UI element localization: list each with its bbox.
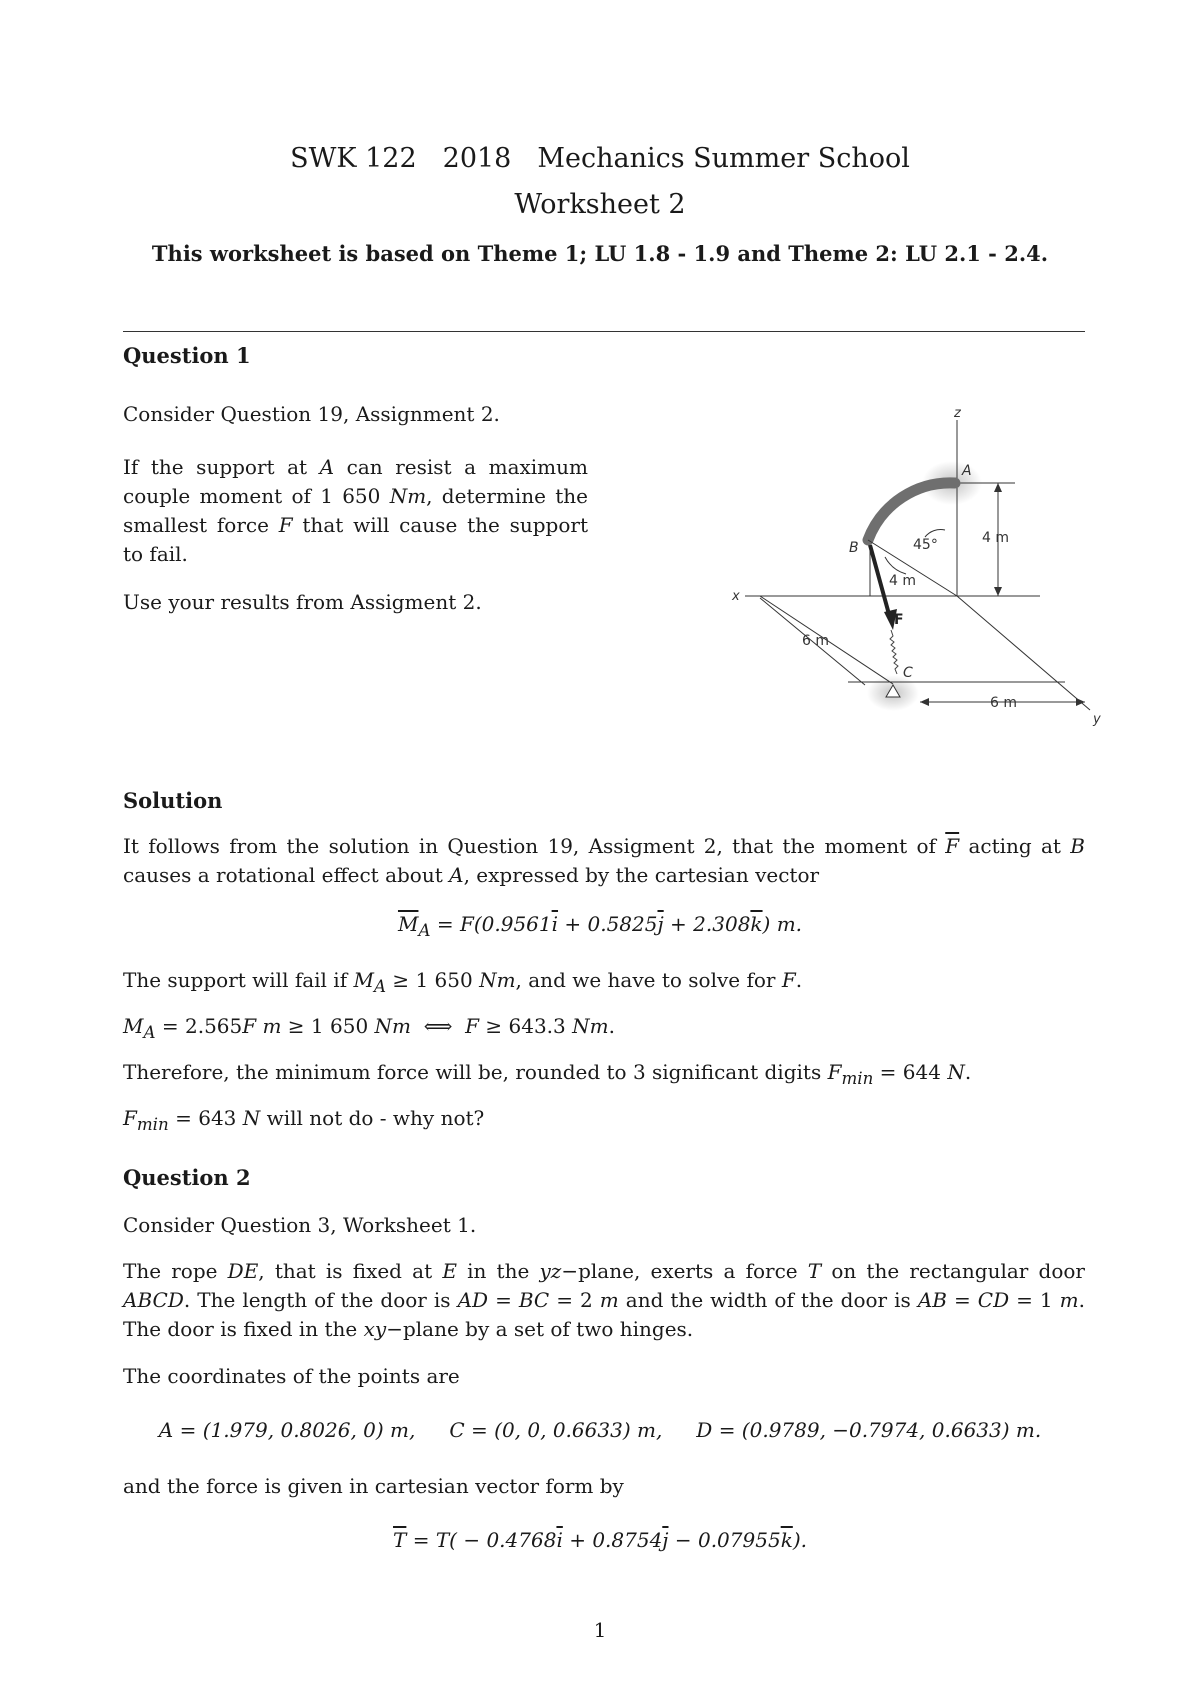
solution-intro: It follows from the solution in Question 19, Assigment 2, that the moment of $\overline{F}$ acting at B causes a rotational effect about A, expressed by the cartesian vector xyxy=(123,834,1085,887)
based-on-note: This worksheet is based on Theme 1; LU 1.8 - 1.9 and Theme 2: LU 2.1 - 2.4. xyxy=(151,241,1049,266)
minimum-force-statement: Therefore, the minimum force will be, rounded to 3 significant digits $F_{min} = 644$ N. xyxy=(123,1060,972,1088)
force-f-arrow xyxy=(870,545,890,618)
dim-4m-arm-label: 4 m xyxy=(889,573,916,589)
question-1-use-results: Use your results from Assigment 2. xyxy=(123,590,482,614)
inequality-equation: $M_A = 2.565F$ m ≥ 1 650 Nm ⟺ F ≥ 643.3 Nm. xyxy=(123,1014,615,1042)
angle-label: 45° xyxy=(913,537,938,553)
mechanics-figure xyxy=(720,395,1110,730)
question-1-statement: If the support at A can resist a maximum couple moment of 1 650 Nm, determine the smallest force F that will cause the support to fail. xyxy=(123,455,588,566)
coordinates-intro: The coordinates of the points are xyxy=(123,1364,460,1388)
rope-zigzag xyxy=(890,630,898,674)
question-2-heading: Question 2 xyxy=(123,1165,251,1190)
dim-6m-left-label: 6 m xyxy=(802,633,829,649)
coordinates-equation: A = (1.979, 0.8026, 0) m, C = (0, 0, 0.6633) m, D = (0.9789, −0.7974, 0.6633) m. xyxy=(158,1418,1042,1442)
point-c-label: C xyxy=(903,665,913,681)
question-1-heading: Question 1 xyxy=(123,343,251,368)
y-axis xyxy=(957,596,1090,710)
force-f-label: F xyxy=(894,612,904,628)
point-a-label: A xyxy=(962,463,972,479)
dim-6m-bottom-label: 6 m xyxy=(990,695,1017,711)
axis-x-label: x xyxy=(732,589,740,604)
horizontal-rule xyxy=(123,331,1085,332)
axis-y-label: y xyxy=(1093,712,1101,727)
question-2-statement: The rope DE, that is fixed at E in the yz−plane, exerts a force T on the rectangular door ABCD. The length of the door is AD = BC = 2 m and the width of the door is AB = CD = 1 m. The door is fixed in the xy−plane by a set of two hinges. xyxy=(123,1259,1085,1341)
angle-arc xyxy=(925,530,945,537)
question-1-consider: Consider Question 19, Assignment 2. xyxy=(123,402,500,426)
moment-equation: $\overline{M}_A = F(0.9561\overline{i} + 0.5825\overline{j} + 2.308\overline{k})$ m. xyxy=(397,912,803,940)
force-equation: $\overline{T} = T( - 0.4768\overline{i} + 0.8754\overline{j} - 0.07955\overline{k})$. xyxy=(393,1528,807,1552)
point-b-label: B xyxy=(849,540,859,556)
failure-condition: The support will fail if $M_A \ge 1$ 650 Nm, and we have to solve for F. xyxy=(123,968,803,996)
question-2-consider: Consider Question 3, Worksheet 1. xyxy=(123,1213,477,1237)
solution-heading: Solution xyxy=(123,788,223,813)
document-title: SWK 122 2018 Mechanics Summer School xyxy=(290,143,910,174)
document-subtitle: Worksheet 2 xyxy=(514,189,686,220)
force-intro: and the force is given in cartesian vector form by xyxy=(123,1474,624,1498)
fmin-question: $F_{min} = 643$ N will not do - why not? xyxy=(123,1106,485,1134)
axis-z-label: z xyxy=(954,406,961,421)
dim-4m-right-label: 4 m xyxy=(982,530,1009,546)
page-number: 1 xyxy=(593,1618,607,1642)
